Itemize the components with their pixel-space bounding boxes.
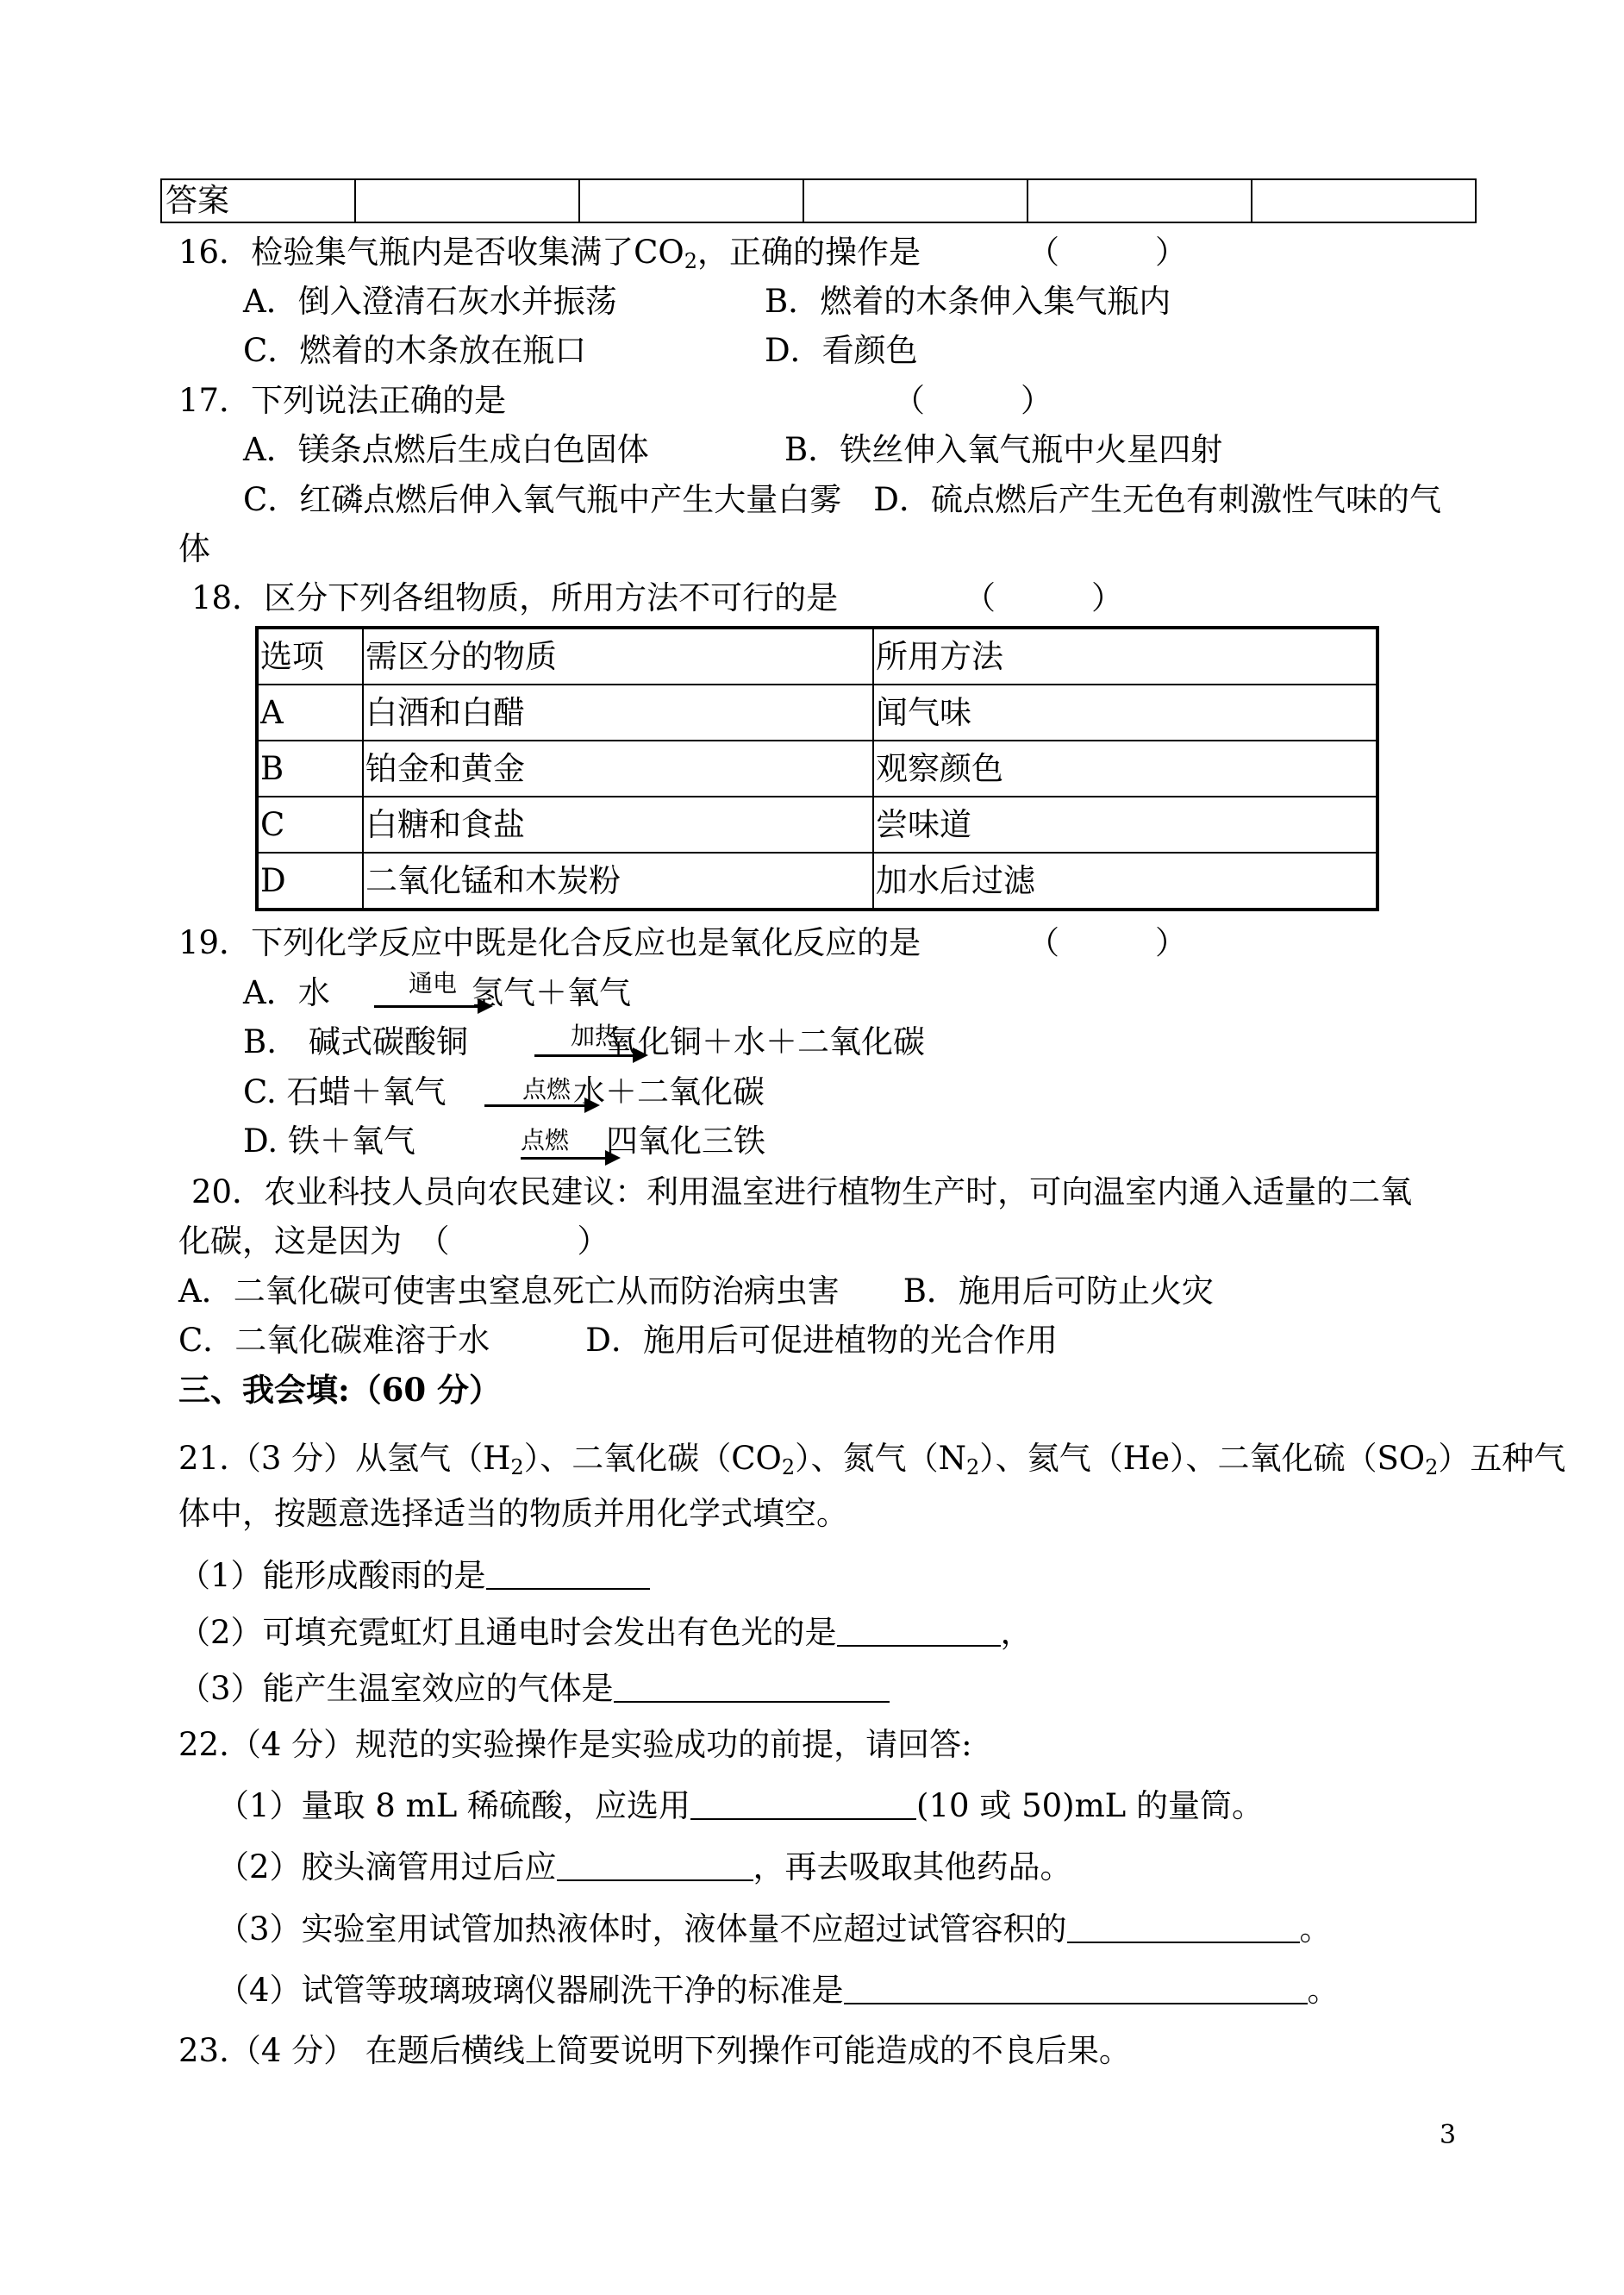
q22-part-2-end: ，再去吸取其他药品。 [753, 1848, 1072, 1885]
q21-stem-continued: 体中，按题意选择适当的物质并用化学式填空。 [178, 1495, 848, 1532]
q22-stem: 22.（4 分）规范的实验操作是实验成功的前提，请回答: [178, 1726, 972, 1763]
q20-stem: 20．农业科技人员向农民建议：利用温室进行植物生产时，可向温室内通入适量的二氧 [191, 1173, 1413, 1210]
table-cell: D [257, 853, 363, 910]
answer-row [161, 179, 1476, 222]
table-cell: 二氧化锰和木炭粉 [363, 853, 873, 910]
answer-blank[interactable] [1067, 1912, 1300, 1943]
condition-label: 加热 [571, 1022, 620, 1050]
q19-option-d-right: 四氧化三铁 [606, 1122, 765, 1160]
q16-option-d: D．看颜色 [765, 332, 918, 369]
q21-part-2 [178, 1614, 1033, 1652]
table-header: 需区分的物质 [363, 628, 873, 685]
answer-cell[interactable] [1252, 179, 1476, 222]
table-header-row [257, 628, 1377, 685]
arrow-icon [521, 1157, 609, 1160]
q22-part-4 [217, 1972, 1340, 2010]
q19-option-b-right: 氧化铜＋水＋二氧化碳 [606, 1023, 925, 1060]
table-cell: 白酒和白醋 [363, 685, 873, 741]
answer-cell[interactable] [1027, 179, 1252, 222]
q18-stem: 18．区分下列各组物质，所用方法不可行的是 [191, 579, 839, 616]
q22-part-2-text: （2）胶头滴管用过后应 [217, 1848, 557, 1885]
q18-table [255, 626, 1379, 911]
answer-table [160, 178, 1477, 223]
q23-stem: 23.（4 分） 在题后横线上简要说明下列操作可能造成的不良后果。 [178, 2032, 1131, 2069]
table-cell: C [257, 797, 363, 853]
table-row [257, 741, 1377, 797]
table-header: 选项 [257, 628, 363, 685]
q21-part-2-end: ， [1000, 1614, 1033, 1651]
table-cell: 尝味道 [873, 797, 1377, 853]
condition-label: 通电 [409, 969, 458, 997]
answer-blank[interactable] [844, 1973, 1308, 2004]
answer-cell[interactable] [803, 179, 1027, 222]
formula-sub: 2 [1425, 1455, 1439, 1479]
q21-part-3-text: （3）能产生温室效应的气体是 [178, 1670, 614, 1707]
table-cell: B [257, 741, 363, 797]
answer-cell[interactable] [579, 179, 803, 222]
page-number: 3 [1440, 2120, 1457, 2150]
table-cell: 观察颜色 [873, 741, 1377, 797]
q21-stem-part: ）五种气 [1438, 1440, 1566, 1477]
q19-option-a-left: A．水 [243, 974, 330, 1011]
q22-part-1 [217, 1787, 1264, 1825]
answer-blank[interactable] [557, 1850, 753, 1881]
answer-cell[interactable] [355, 179, 579, 222]
q21-stem [178, 1440, 1565, 1478]
q19-option-c-right: 水＋二氧化碳 [573, 1073, 765, 1110]
q19-option-b-left: B. 碱式碳酸铜 [243, 1023, 468, 1060]
q22-part-2 [217, 1848, 1072, 1886]
q22-part-3 [217, 1910, 1332, 1948]
table-cell: 加水后过滤 [873, 853, 1377, 910]
q22-part-3-end: 。 [1299, 1910, 1332, 1948]
q21-stem-part: ）、氮气（N [795, 1440, 967, 1477]
section-title: 三、我会填:（60 分） [178, 1371, 502, 1409]
q17-option-b: B．铁丝伸入氧气瓶中火星四射 [784, 431, 1223, 468]
q17-option-cd: C．红磷点燃后伸入氧气瓶中产生大量白雾 D．硫点燃后产生无色有刺激性气味的气 [243, 481, 1441, 518]
q20-stem-continued: 化碳，这是因为 （ ） [178, 1223, 609, 1260]
q16-formula: CO [634, 234, 684, 271]
condition-label: 点燃 [521, 1126, 570, 1154]
q18-paren[interactable]: （ ） [964, 579, 1123, 616]
q20-options-cd: C．二氧化碳难溶于水 D．施用后可促进植物的光合作用 [178, 1322, 1058, 1359]
q19-paren[interactable]: （ ） [1027, 924, 1187, 961]
table-row [257, 853, 1377, 910]
formula-sub: 2 [781, 1455, 796, 1479]
q16-formula-sub: 2 [684, 249, 698, 273]
answer-blank[interactable] [486, 1559, 650, 1590]
q19-option-a-right: 氢气＋氧气 [472, 974, 631, 1011]
q21-stem-part: ）、氦气（He）、二氧化硫（SO [979, 1440, 1426, 1477]
q22-part-4-text: （4）试管等玻璃玻璃仪器刷洗干净的标准是 [217, 1972, 844, 2009]
arrow-icon [374, 1005, 481, 1008]
arrow-icon [484, 1104, 588, 1107]
answer-blank[interactable] [690, 1789, 916, 1820]
condition-label: 点燃 [522, 1075, 572, 1104]
answer-blank[interactable] [614, 1672, 890, 1703]
q19-option-c-left: C. 石蜡＋氧气 [243, 1073, 447, 1110]
table-cell: 白糖和食盐 [363, 797, 873, 853]
q21-part-3 [178, 1670, 890, 1708]
q22-part-1-text: （1）量取 8 mL 稀硫酸，应选用 [217, 1787, 691, 1824]
q16-paren[interactable]: （ ） [1027, 234, 1187, 271]
q16-option-c: C．燃着的木条放在瓶口 [243, 332, 587, 369]
q17-stem: 17．下列说法正确的是 [178, 382, 507, 419]
q21-part-1 [178, 1557, 650, 1595]
table-cell: 闻气味 [873, 685, 1377, 741]
q16-stem-end: ，正确的操作是 [697, 234, 921, 271]
table-cell: 铂金和黄金 [363, 741, 873, 797]
q21-part-1-text: （1）能形成酸雨的是 [178, 1557, 486, 1594]
q22-part-4-end: 。 [1307, 1972, 1340, 2009]
q17-paren[interactable]: （ ） [893, 382, 1052, 419]
formula-sub: 2 [966, 1455, 980, 1479]
q21-part-2-text: （2）可填充霓虹灯且通电时会发出有色光的是 [178, 1614, 837, 1651]
q22-part-1-end: (10 或 50)mL 的量筒。 [916, 1787, 1265, 1824]
q21-stem-part: 21.（3 分）从氢气（H [178, 1440, 511, 1477]
formula-sub: 2 [510, 1455, 524, 1479]
q21-stem-part: ）、二氧化碳（CO [523, 1440, 782, 1477]
q19-option-d-left: D. 铁＋氧气 [243, 1122, 415, 1160]
table-header: 所用方法 [873, 628, 1377, 685]
answer-blank[interactable] [837, 1616, 1001, 1647]
q19-stem: 19．下列化学反应中既是化合反应也是氧化反应的是 [178, 924, 921, 961]
table-cell: A [257, 685, 363, 741]
q17-continuation: 体 [178, 530, 210, 567]
q16-option-a: A．倒入澄清石灰水并振荡 [243, 283, 617, 320]
q16-stem [178, 234, 921, 272]
q17-option-a: A．镁条点燃后生成白色固体 [243, 431, 649, 468]
answer-label: 答案 [161, 179, 355, 222]
q16-option-b: B．燃着的木条伸入集气瓶内 [765, 283, 1171, 320]
q22-part-3-text: （3）实验室用试管加热液体时，液体量不应超过试管容积的 [217, 1910, 1067, 1948]
table-row [257, 797, 1377, 853]
q16-stem-text: 16．检验集气瓶内是否收集满了 [178, 234, 634, 271]
table-row [257, 685, 1377, 741]
q20-options-ab: A．二氧化碳可使害虫窒息死亡从而防治病虫害 B．施用后可防止火灾 [178, 1273, 1214, 1310]
